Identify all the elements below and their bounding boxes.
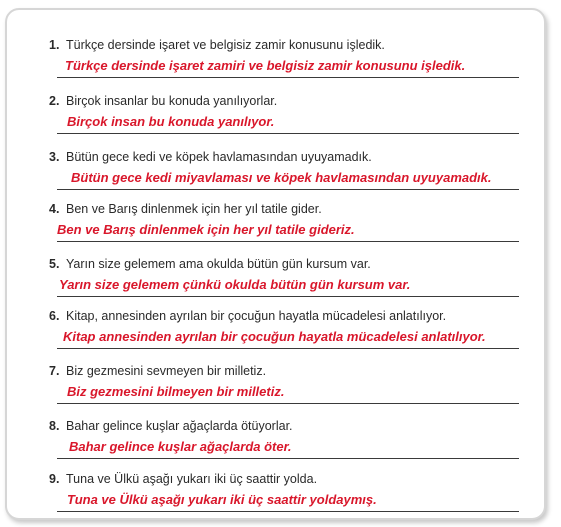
question-number: 7. xyxy=(49,364,60,378)
question-number: 4. xyxy=(49,202,60,216)
question-line xyxy=(49,363,266,379)
question-text: Bütün gece kedi ve köpek havlamasından uyuyamadık. xyxy=(66,150,372,164)
answer-text: Bahar gelince kuşlar ağaçlarda öter. xyxy=(69,439,292,454)
question-line xyxy=(49,308,446,324)
question-number: 5. xyxy=(49,257,60,271)
question-text: Kitap, annesinden ayrılan bir çocuğun hayatla mücadelesi anlatılıyor. xyxy=(66,309,447,323)
exercise-list xyxy=(7,10,544,518)
answer-rule xyxy=(57,348,519,349)
question-line xyxy=(49,471,317,487)
answer-text: Bütün gece kedi miyavlaması ve köpek havlamasından uyuyamadık. xyxy=(71,170,492,185)
exercise-item xyxy=(7,363,544,419)
question-line xyxy=(49,37,385,53)
question-line xyxy=(49,201,322,217)
question-line xyxy=(49,149,372,165)
answer-rule xyxy=(57,133,519,134)
question-text: Tuna ve Ülkü aşağı yukarı iki üç saattir yolda. xyxy=(66,472,318,486)
answer-rule xyxy=(57,458,519,459)
answer-text: Ben ve Barış dinlenmek için her yıl tatile gideriz. xyxy=(57,222,355,237)
exercise-card xyxy=(5,8,546,520)
question-text: Biz gezmesini sevmeyen bir milletiz. xyxy=(66,364,267,378)
answer-rule xyxy=(57,296,519,297)
exercise-item xyxy=(7,93,544,149)
answer-rule xyxy=(57,403,519,404)
answer-rule xyxy=(57,511,519,512)
exercise-item xyxy=(7,149,544,205)
question-line xyxy=(49,93,277,109)
question-line xyxy=(49,418,293,434)
question-text: Birçok insanlar bu konuda yanılıyorlar. xyxy=(66,94,278,108)
question-number: 2. xyxy=(49,94,60,108)
answer-rule xyxy=(57,77,519,78)
exercise-item xyxy=(7,308,544,364)
question-text: Türkçe dersinde işaret ve belgisiz zamir konusunu işledik. xyxy=(66,38,385,52)
answer-text: Biz gezmesini bilmeyen bir milletiz. xyxy=(67,384,285,399)
answer-rule xyxy=(57,241,519,242)
exercise-item xyxy=(7,37,544,93)
question-text: Bahar gelince kuşlar ağaçlarda ötüyorlar. xyxy=(66,419,293,433)
question-number: 3. xyxy=(49,150,60,164)
exercise-item xyxy=(7,418,544,474)
exercise-item xyxy=(7,471,544,527)
question-text: Ben ve Barış dinlenmek için her yıl tatile gider. xyxy=(66,202,322,216)
answer-text: Türkçe dersinde işaret zamiri ve belgisiz zamir konusunu işledik. xyxy=(65,58,466,73)
answer-text: Kitap annesinden ayrılan bir çocuğun hayatla mücadelesi anlatılıyor. xyxy=(63,329,486,344)
question-text: Yarın size gelemem ama okulda bütün gün kursum var. xyxy=(66,257,371,271)
answer-text: Birçok insan bu konuda yanılıyor. xyxy=(67,114,275,129)
answer-text: Yarın size gelemem çünkü okulda bütün gün kursum var. xyxy=(59,277,411,292)
question-number: 8. xyxy=(49,419,60,433)
exercise-item xyxy=(7,201,544,257)
answer-text: Tuna ve Ülkü aşağı yukarı iki üç saattir yoldaymış. xyxy=(67,492,377,507)
question-number: 1. xyxy=(49,38,60,52)
question-number: 6. xyxy=(49,309,60,323)
question-line xyxy=(49,256,371,272)
question-number: 9. xyxy=(49,472,60,486)
answer-rule xyxy=(57,189,519,190)
exercise-item xyxy=(7,256,544,312)
